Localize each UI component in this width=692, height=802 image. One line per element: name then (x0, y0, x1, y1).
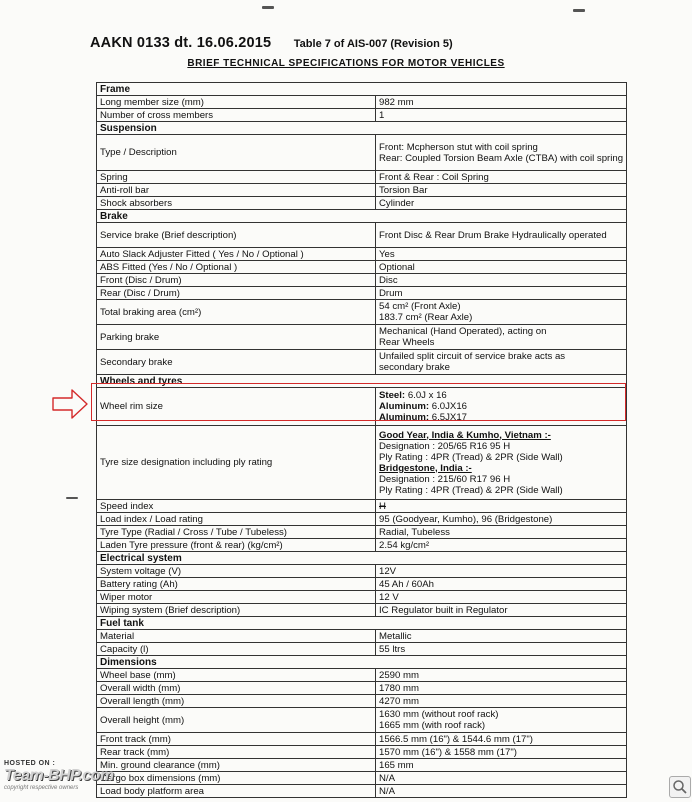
value-line: Front: Mcpherson stut with coil spring (379, 141, 538, 153)
tyre-supplier-heading: Good Year, India & Kumho, Vietnam :- (379, 429, 551, 441)
table-row (97, 274, 627, 287)
table-reference: Table 7 of AIS-007 (Revision 5) (293, 38, 453, 50)
spec-label: Laden Tyre pressure (front & rear) (kg/cm²) (97, 539, 376, 552)
right-arrow-icon (52, 389, 88, 419)
spec-label: Shock absorbers (97, 197, 376, 210)
spec-value (376, 300, 627, 325)
table-row (97, 325, 627, 350)
watermark-tagline: copyright respective owners (4, 785, 79, 791)
spec-label: Spring (97, 171, 376, 184)
value-line: 1630 mm (without roof rack) (379, 709, 499, 720)
section-suspension: Suspension (97, 122, 627, 135)
spec-value (376, 350, 627, 375)
section-electrical: Electrical system (97, 552, 627, 565)
section-row (97, 122, 627, 135)
spec-value: 1566.5 mm (16") & 1544.6 mm (17") (376, 733, 627, 746)
value-line (379, 412, 623, 423)
value-line: 183.7 cm² (Rear Axle) (379, 312, 473, 323)
tyre-supplier-heading: Bridgestone, India :- (379, 462, 472, 474)
rim-size: 6.0JX16 (431, 401, 467, 412)
watermark-brand: Team-BHP.com (4, 767, 114, 784)
watermark (4, 760, 114, 791)
rim-material: Aluminum: (379, 401, 430, 412)
spec-label: Long member size (mm) (97, 96, 376, 109)
spec-value: Front & Rear : Coil Spring (376, 171, 627, 184)
spec-label: Load index / Load rating (97, 513, 376, 526)
table-row (97, 526, 627, 539)
spec-label: Secondary brake (97, 350, 376, 375)
spec-value: Yes (376, 248, 627, 261)
value-line (379, 390, 623, 401)
value-line: 1665 mm (with roof rack) (379, 720, 486, 731)
table-row (97, 96, 627, 109)
spec-label: Total braking area (cm²) (97, 300, 376, 325)
rim-material: Steel: (379, 390, 406, 401)
table-row (97, 746, 627, 759)
table-row (97, 135, 627, 171)
document-header (90, 34, 453, 52)
spec-label: Tyre size designation including ply rating (97, 426, 376, 500)
spec-value: Cylinder (376, 197, 627, 210)
spec-value: Radial, Tubeless (376, 526, 627, 539)
rim-material: Aluminum: (379, 412, 430, 423)
spec-value: H (376, 500, 627, 513)
spec-label: System voltage (V) (97, 565, 376, 578)
scan-mark (573, 9, 585, 12)
spec-value: 4270 mm (376, 695, 627, 708)
spec-label: ABS Fitted (Yes / No / Optional ) (97, 261, 376, 274)
spec-value: 165 mm (376, 759, 627, 772)
table-row (97, 248, 627, 261)
spec-label: Overall width (mm) (97, 682, 376, 695)
spec-value: 982 mm (376, 96, 627, 109)
value-line: Rear: Coupled Torsion Beam Axle (CTBA) with coil spring (379, 152, 624, 164)
scan-mark (262, 6, 274, 9)
spec-label: Wheel rim size (97, 388, 376, 426)
table-row (97, 604, 627, 617)
table-row (97, 772, 627, 785)
spec-value: Metallic (376, 630, 627, 643)
value-line: 54 cm² (Front Axle) (379, 301, 461, 312)
watermark-hosted: HOSTED ON : (4, 760, 56, 767)
spec-label: Material (97, 630, 376, 643)
spec-label: Speed index (97, 500, 376, 513)
spec-value (376, 708, 627, 733)
spec-value: N/A (376, 785, 627, 798)
spec-label: Wiping system (Brief description) (97, 604, 376, 617)
spec-label: Overall length (mm) (97, 695, 376, 708)
table-row (97, 513, 627, 526)
table-row (97, 300, 627, 325)
spec-label: Front (Disc / Drum) (97, 274, 376, 287)
spec-label: Wheel base (mm) (97, 669, 376, 682)
spec-label: Auto Slack Adjuster Fitted ( Yes / No / Optional ) (97, 248, 376, 261)
value-line: Designation : 205/65 R16 95 H (379, 440, 511, 452)
document-reference: AAKN 0133 dt. 16.06.2015 (90, 35, 272, 51)
spec-value (376, 426, 627, 500)
spec-value: 1570 mm (16") & 1558 mm (17") (376, 746, 627, 759)
spec-value: 55 ltrs (376, 643, 627, 656)
value-line: secondary brake (379, 362, 450, 373)
table-row (97, 223, 627, 248)
value-line: Unfailed split circuit of service brake acts as (379, 351, 566, 362)
spec-label: Front track (mm) (97, 733, 376, 746)
section-wheels: Wheels and tyres (97, 375, 627, 388)
section-row (97, 375, 627, 388)
spec-value: 12 V (376, 591, 627, 604)
spec-label: Cargo box dimensions (mm) (97, 772, 376, 785)
section-fuel-tank: Fuel tank (97, 617, 627, 630)
spec-value: IC Regulator built in Regulator (376, 604, 627, 617)
value-line: Designation : 215/60 R17 96 H (379, 473, 511, 485)
spec-value: Disc (376, 274, 627, 287)
spec-value: 12V (376, 565, 627, 578)
spec-label: Parking brake (97, 325, 376, 350)
spec-value: 1780 mm (376, 682, 627, 695)
spec-value (376, 325, 627, 350)
spec-label: Tyre Type (Radial / Cross / Tube / Tubeless) (97, 526, 376, 539)
section-row (97, 210, 627, 223)
spec-label: Overall height (mm) (97, 708, 376, 733)
table-row (97, 695, 627, 708)
section-brake: Brake (97, 210, 627, 223)
section-dimensions: Dimensions (97, 656, 627, 669)
rim-size: 6.0J x 16 (407, 390, 447, 401)
table-row (97, 785, 627, 798)
spec-value: Drum (376, 287, 627, 300)
zoom-icon[interactable] (669, 776, 691, 798)
document-title: BRIEF TECHNICAL SPECIFICATIONS FOR MOTOR VEHICLES (187, 58, 505, 69)
table-row (97, 197, 627, 210)
spec-value: 45 Ah / 60Ah (376, 578, 627, 591)
table-row (97, 539, 627, 552)
table-row (97, 643, 627, 656)
table-row (97, 682, 627, 695)
value-line: Ply Rating : 4PR (Tread) & 2PR (Side Wall) (379, 484, 563, 496)
spec-label: Service brake (Brief description) (97, 223, 376, 248)
table-row (97, 109, 627, 122)
value-line: Ply Rating : 4PR (Tread) & 2PR (Side Wall) (379, 451, 563, 463)
spec-table (96, 82, 627, 798)
table-row (97, 591, 627, 604)
table-row (97, 350, 627, 375)
table-row (97, 708, 627, 733)
value-line (379, 401, 623, 412)
spec-value (376, 388, 627, 426)
rim-size: 6.5JX17 (431, 412, 467, 423)
spec-value: Front Disc & Rear Drum Brake Hydraulically operated (376, 223, 627, 248)
spec-value: 95 (Goodyear, Kumho), 96 (Bridgestone) (376, 513, 627, 526)
spec-value (376, 135, 627, 171)
table-row (97, 500, 627, 513)
table-row (97, 287, 627, 300)
table-row (97, 669, 627, 682)
spec-label: Wiper motor (97, 591, 376, 604)
table-row (97, 261, 627, 274)
section-row (97, 552, 627, 565)
spec-value: Torsion Bar (376, 184, 627, 197)
table-row (97, 426, 627, 500)
table-row (97, 759, 627, 772)
spec-label: Min. ground clearance (mm) (97, 759, 376, 772)
table-row (97, 388, 627, 426)
spec-label: Battery rating (Ah) (97, 578, 376, 591)
table-row (97, 578, 627, 591)
spec-label: Rear (Disc / Drum) (97, 287, 376, 300)
spec-value: N/A (376, 772, 627, 785)
table-row (97, 630, 627, 643)
table-row (97, 733, 627, 746)
spec-label: Capacity (l) (97, 643, 376, 656)
spec-value: Optional (376, 261, 627, 274)
value-line: Mechanical (Hand Operated), acting on (379, 326, 547, 337)
table-row (97, 565, 627, 578)
spec-label: Rear track (mm) (97, 746, 376, 759)
spec-label: Anti-roll bar (97, 184, 376, 197)
spec-label: Number of cross members (97, 109, 376, 122)
spec-label: Load body platform area (97, 785, 376, 798)
table-row (97, 171, 627, 184)
scan-mark (66, 497, 78, 499)
section-row (97, 656, 627, 669)
spec-value: 1 (376, 109, 627, 122)
spec-value: 2.54 kg/cm² (376, 539, 627, 552)
table-row (97, 184, 627, 197)
spec-label: Type / Description (97, 135, 376, 171)
spec-value: 2590 mm (376, 669, 627, 682)
value-line: Rear Wheels (379, 337, 435, 348)
section-frame: Frame (97, 83, 627, 96)
section-row (97, 83, 627, 96)
section-row (97, 617, 627, 630)
